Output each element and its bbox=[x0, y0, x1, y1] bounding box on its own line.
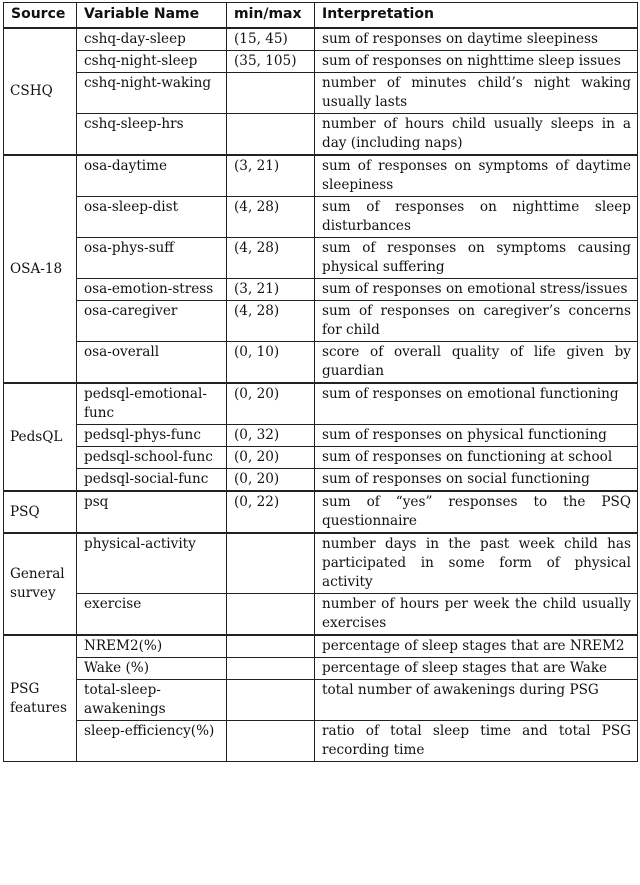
interpretation-cell: ratio of total sleep time and total PSG recording time bbox=[315, 721, 638, 762]
table-row bbox=[4, 238, 638, 279]
source-cell: OSA-18 bbox=[4, 155, 77, 383]
table-row bbox=[4, 155, 638, 197]
header-row bbox=[4, 3, 638, 29]
source-cell: PSG features bbox=[4, 635, 77, 762]
header-interpretation: Interpretation bbox=[315, 3, 638, 29]
min-max-cell: (0, 20) bbox=[227, 469, 315, 492]
table-row bbox=[4, 383, 638, 425]
variable-name-cell: cshq-sleep-hrs bbox=[77, 114, 227, 156]
header-source: Source bbox=[4, 3, 77, 29]
header-variable-name: Variable Name bbox=[77, 3, 227, 29]
min-max-cell: (35, 105) bbox=[227, 51, 315, 73]
variable-name-cell: pedsql-school-func bbox=[77, 447, 227, 469]
min-max-cell bbox=[227, 114, 315, 156]
min-max-cell: (3, 21) bbox=[227, 155, 315, 197]
variable-name-cell: pedsql-emotional-func bbox=[77, 383, 227, 425]
min-max-cell bbox=[227, 73, 315, 114]
variable-name-cell: Wake (%) bbox=[77, 658, 227, 680]
min-max-cell bbox=[227, 594, 315, 636]
variable-name-cell: cshq-night-sleep bbox=[77, 51, 227, 73]
table-row bbox=[4, 533, 638, 594]
min-max-cell: (4, 28) bbox=[227, 197, 315, 238]
table-row bbox=[4, 635, 638, 658]
min-max-cell bbox=[227, 533, 315, 594]
interpretation-cell: number days in the past week child has participated in some form of physical activity bbox=[315, 533, 638, 594]
min-max-cell: (0, 20) bbox=[227, 447, 315, 469]
table-row bbox=[4, 658, 638, 680]
interpretation-cell: sum of responses on symptoms of daytime sleepiness bbox=[315, 155, 638, 197]
variable-name-cell: cshq-night-waking bbox=[77, 73, 227, 114]
min-max-cell: (0, 10) bbox=[227, 342, 315, 384]
variable-name-cell: total-sleep-awakenings bbox=[77, 680, 227, 721]
variable-name-cell: physical-activity bbox=[77, 533, 227, 594]
interpretation-cell: number of minutes child’s night waking usually lasts bbox=[315, 73, 638, 114]
interpretation-cell: percentage of sleep stages that are NREM2 bbox=[315, 635, 638, 658]
min-max-cell bbox=[227, 635, 315, 658]
table-row bbox=[4, 73, 638, 114]
interpretation-cell: total number of awakenings during PSG bbox=[315, 680, 638, 721]
min-max-cell: (4, 28) bbox=[227, 238, 315, 279]
table-row bbox=[4, 680, 638, 721]
variable-name-cell: osa-overall bbox=[77, 342, 227, 384]
min-max-cell: (0, 32) bbox=[227, 425, 315, 447]
variable-name-cell: osa-emotion-stress bbox=[77, 279, 227, 301]
interpretation-cell: sum of responses on emotional stress/issues bbox=[315, 279, 638, 301]
variable-name-cell: NREM2(%) bbox=[77, 635, 227, 658]
min-max-cell: (15, 45) bbox=[227, 28, 315, 51]
interpretation-cell: sum of responses on functioning at school bbox=[315, 447, 638, 469]
min-max-cell bbox=[227, 680, 315, 721]
interpretation-cell: sum of “yes” responses to the PSQ questionnaire bbox=[315, 491, 638, 533]
table-row bbox=[4, 721, 638, 762]
variable-name-cell: cshq-day-sleep bbox=[77, 28, 227, 51]
min-max-cell bbox=[227, 721, 315, 762]
variable-name-cell: exercise bbox=[77, 594, 227, 636]
source-cell: General survey bbox=[4, 533, 77, 635]
table-row bbox=[4, 28, 638, 51]
variable-name-cell: osa-caregiver bbox=[77, 301, 227, 342]
interpretation-cell: sum of responses on caregiver’s concerns for child bbox=[315, 301, 638, 342]
table-row bbox=[4, 447, 638, 469]
table-row bbox=[4, 425, 638, 447]
min-max-cell bbox=[227, 658, 315, 680]
interpretation-cell: sum of responses on social functioning bbox=[315, 469, 638, 492]
source-cell: PSQ bbox=[4, 491, 77, 533]
source-cell: PedsQL bbox=[4, 383, 77, 491]
variable-name-cell: sleep-efficiency(%) bbox=[77, 721, 227, 762]
interpretation-cell: sum of responses on physical functioning bbox=[315, 425, 638, 447]
variables-table bbox=[3, 2, 638, 762]
table-row bbox=[4, 594, 638, 636]
variable-name-cell: osa-daytime bbox=[77, 155, 227, 197]
interpretation-cell: sum of responses on emotional functioning bbox=[315, 383, 638, 425]
interpretation-cell: sum of responses on nighttime sleep disturbances bbox=[315, 197, 638, 238]
interpretation-cell: sum of responses on daytime sleepiness bbox=[315, 28, 638, 51]
variable-name-cell: osa-sleep-dist bbox=[77, 197, 227, 238]
table-row bbox=[4, 197, 638, 238]
header-min-max: min/max bbox=[227, 3, 315, 29]
source-cell: CSHQ bbox=[4, 28, 77, 155]
interpretation-cell: score of overall quality of life given by guardian bbox=[315, 342, 638, 384]
interpretation-cell: number of hours child usually sleeps in a day (including naps) bbox=[315, 114, 638, 156]
table-row bbox=[4, 342, 638, 384]
table-row bbox=[4, 469, 638, 492]
interpretation-cell: number of hours per week the child usually exercises bbox=[315, 594, 638, 636]
table-row bbox=[4, 301, 638, 342]
table-row bbox=[4, 279, 638, 301]
interpretation-cell: sum of responses on symptoms causing physical suffering bbox=[315, 238, 638, 279]
variable-name-cell: osa-phys-suff bbox=[77, 238, 227, 279]
table-row bbox=[4, 51, 638, 73]
interpretation-cell: percentage of sleep stages that are Wake bbox=[315, 658, 638, 680]
interpretation-cell: sum of responses on nighttime sleep issues bbox=[315, 51, 638, 73]
min-max-cell: (3, 21) bbox=[227, 279, 315, 301]
min-max-cell: (4, 28) bbox=[227, 301, 315, 342]
variable-name-cell: pedsql-phys-func bbox=[77, 425, 227, 447]
table-row bbox=[4, 114, 638, 156]
min-max-cell: (0, 22) bbox=[227, 491, 315, 533]
variable-name-cell: pedsql-social-func bbox=[77, 469, 227, 492]
min-max-cell: (0, 20) bbox=[227, 383, 315, 425]
variable-name-cell: psq bbox=[77, 491, 227, 533]
table-row bbox=[4, 491, 638, 533]
